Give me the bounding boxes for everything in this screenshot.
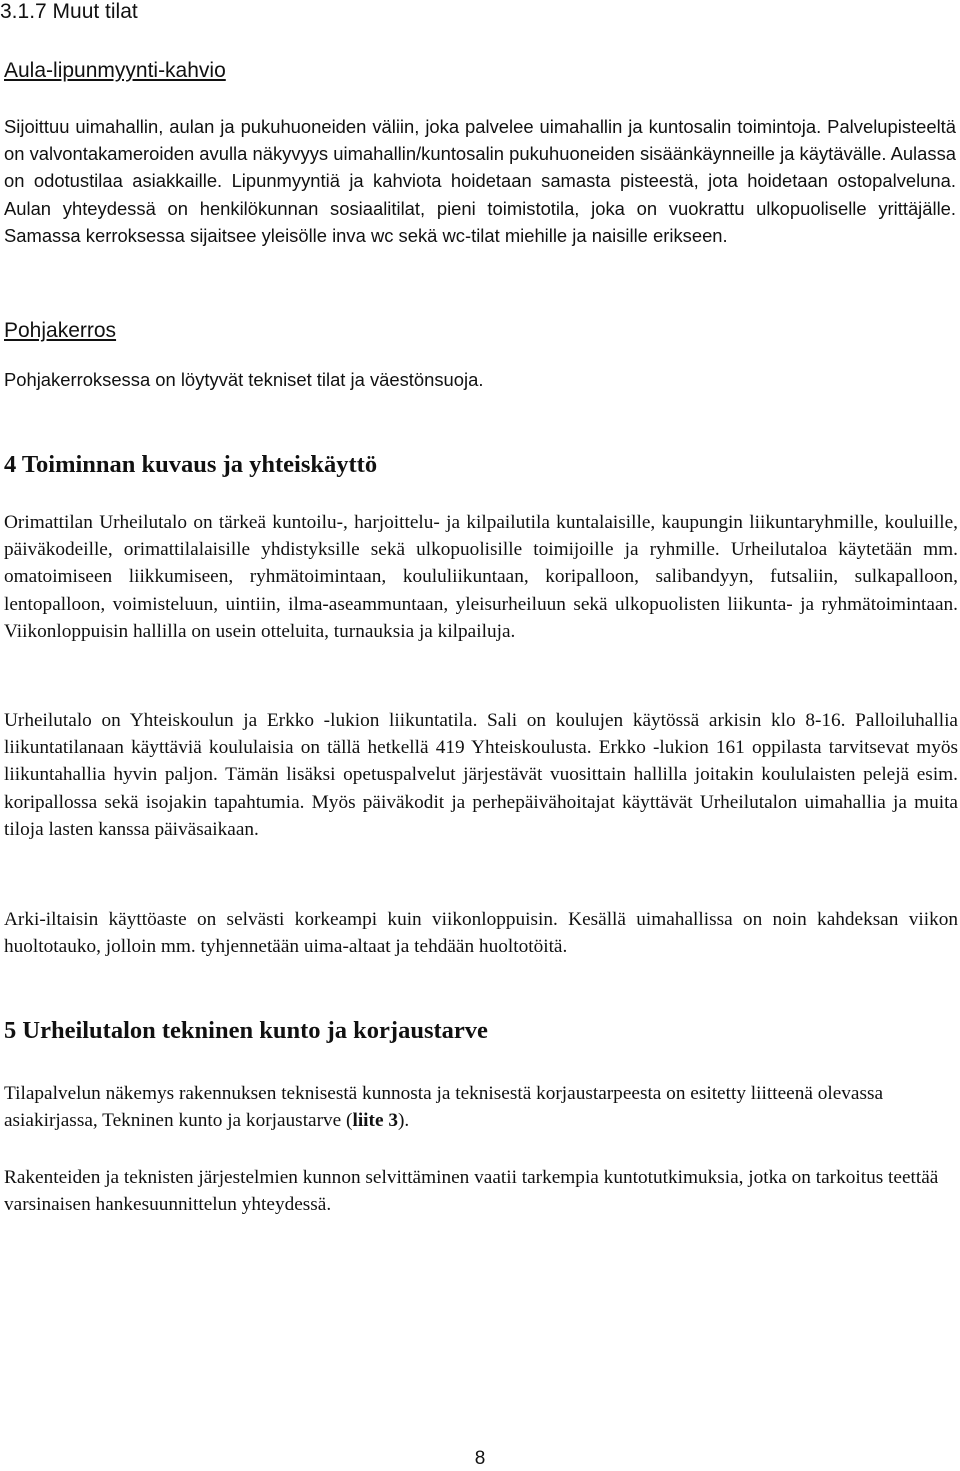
subheading-aula: Aula-lipunmyynti-kahvio [4, 59, 226, 82]
section-heading-4: 4 Toiminnan kuvaus ja yhteiskäyttö [4, 451, 378, 478]
subheading-pohjakerros: Pohjakerros [4, 319, 117, 342]
section-heading-5: 5 Urheilutalon tekninen kunto ja korjaustarve [4, 1017, 488, 1044]
paragraph-aula: Sijoittuu uimahallin, aulan ja pukuhuoneiden väliin, joka palvelee uimahallin ja kuntosalin toimintoja. Palvelupisteeltä on valvontakameroiden avulla näkyvyys uimahallin/kuntosalin pukuhuoneiden sisäänkäynneille ja käytävälle. Aulassa on odotustilaa asiakkaille. Lipunmyyntiä ja kahviota hoidetaan samasta pisteestä, jota hoidetaan ostopalveluna. Aulan yhteydessä on henkilökunnan sosiaalitilat, pieni toimistotila, joka on vuokrattu ulkopuoliselle yrittäjälle. Samassa kerroksessa sijaitsee yleisölle inva wc sekä wc-tilat miehille ja naisille erikseen. [4, 116, 956, 246]
paragraph-4-1: Orimattilan Urheilutalo on tärkeä kuntoilu-, harjoittelu- ja kilpailutila kuntalaisille, kaupungin liikuntaryhmille, kouluille, päiväkodeille, orimattilalaisille yhdistyksille sekä ulkopuolisille toimijoille ja ryhmille. Urheilutaloa käytetään mm. omatoimiseen liikkumiseen, ryhmätoimintaan, koululiikuntaan, koripalloon, salibandyyn, futsaliin, sulkapalloon, lentopalloon, voimisteluun, uintiin, ilma-aseammuntaan, yleisurheiluun sekä ulkopuolisten liikunta- ja ryhmätoimintaan. Viikonloppuisin hallilla on usein otteluita, turnauksia ja kilpailuja. [4, 512, 958, 642]
paragraph-5-1-text: Tilapalvelun näkemys rakennuksen teknisestä kunnosta ja teknisestä korjaustarpeesta on esitetty liitteenä olevassa asiakirjassa, Tekninen kunto ja korjaustarve ( [4, 1083, 884, 1132]
attachment-reference: liite 3 [352, 1110, 398, 1132]
section-heading-317: 3.1.7 Muut tilat [0, 0, 138, 23]
paragraph-4-2: Urheilutalo on Yhteiskoulun ja Erkko -lukion liikuntatila. Sali on koulujen käytössä arkisin klo 8-16. Palloiluhallia liikuntatilanaan käyttäviä koululaisia on tällä hetkellä 419 Yhteiskoulusta. Erkko -lukion 161 oppilasta tarvitsevat myös liikuntahallia hyvin paljon. Tämän lisäksi opetuspalvelut järjestävät vuosittain hallilla joitakin koululaisten pelejä esim. koripallossa sekä isojakin tapahtumia. Myös päiväkodit ja perhepäivähoitajat käyttävät Urheilutalon uimahallia ja muita tiloja lasten kanssa päiväsaikaan. [4, 710, 958, 840]
paragraph-5-2: Rakenteiden ja teknisten järjestelmien kunnon selvittäminen vaatii tarkempia kuntotutkimuksia, jotka on tarkoitus teettää varsinaisen hankesuunnittelun yhteydessä. [4, 1167, 939, 1216]
paragraph-pohjakerros: Pohjakerroksessa on löytyvät tekniset tilat ja väestönsuoja. [4, 369, 484, 390]
paragraph-5-1-end: ). [397, 1110, 410, 1132]
paragraph-4-3: Arki-iltaisin käyttöaste on selvästi korkeampi kuin viikonloppuisin. Kesällä uimahallissa on noin kahdeksan viikon huoltotauko, jolloin mm. tyhjennetään uima-altaat ja tehdään huoltotöitä. [4, 909, 958, 958]
page-number: 8 [474, 1448, 486, 1469]
paragraph-5-1 [4, 1080, 958, 1134]
